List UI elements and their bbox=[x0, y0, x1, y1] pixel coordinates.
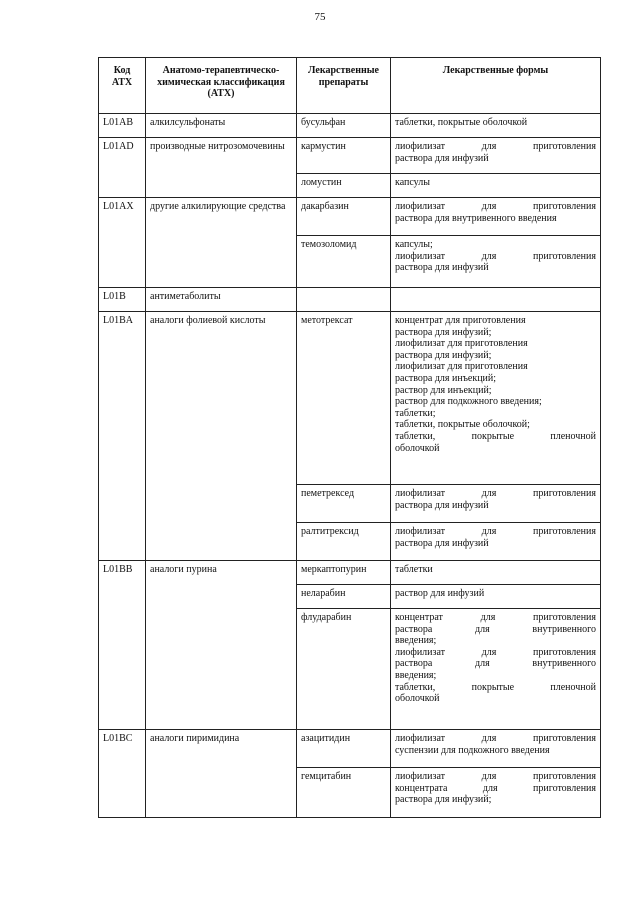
form-line: лиофилизат для приготовления bbox=[395, 488, 596, 499]
atx-classification: аналоги пиримидина bbox=[146, 730, 297, 818]
atx-code: L01AD bbox=[99, 138, 146, 198]
form-line: оболочкой bbox=[395, 442, 440, 454]
drug-name: ралтитрексид bbox=[297, 523, 391, 561]
atx-classification: аналоги фолиевой кислоты bbox=[146, 312, 297, 561]
atx-code: L01BB bbox=[99, 561, 146, 730]
drug-name: азацитидин bbox=[297, 730, 391, 768]
atx-classification: производные нитрозомочевины bbox=[146, 138, 297, 198]
form-line: раствора для внутривенного bbox=[395, 658, 596, 670]
form-line: раствор для инфузий bbox=[395, 588, 485, 599]
form-line: раствор для подкожного введения; bbox=[395, 396, 542, 408]
drug-name: темозоломид bbox=[297, 236, 391, 288]
form-line: капсулы bbox=[395, 177, 430, 188]
drug-name: пеметрексед bbox=[297, 485, 391, 523]
header-drugs: Лекарственные препараты bbox=[297, 58, 391, 114]
form-line: таблетки, покрытые пленочной bbox=[395, 681, 596, 693]
atx-classification: аналоги пурина bbox=[146, 561, 297, 730]
drug-name: бусульфан bbox=[297, 114, 391, 138]
form-line: раствора для инфузий bbox=[395, 152, 489, 164]
table-row bbox=[99, 114, 601, 138]
form-line: раствор для инъекций; bbox=[395, 384, 492, 396]
form-line: раствора для инфузий bbox=[395, 262, 489, 274]
atx-drug-table bbox=[98, 57, 601, 818]
drug-name: неларабин bbox=[297, 585, 391, 609]
drug-name: флударабин bbox=[297, 609, 391, 730]
form-line: таблетки, покрытые оболочкой; bbox=[395, 419, 530, 431]
header-code: Код АТХ bbox=[99, 58, 146, 114]
form-line: раствора для инъекций; bbox=[395, 372, 497, 384]
form-line: лиофилизат для приготовления bbox=[395, 771, 596, 782]
form-line: лиофилизат для приготовления bbox=[395, 526, 596, 537]
atx-code: L01B bbox=[99, 288, 146, 312]
drug-name: гемцитабин bbox=[297, 768, 391, 818]
form-line: раствора для внутривенного введения bbox=[395, 212, 557, 224]
drug-forms bbox=[391, 114, 601, 138]
drug-name: метотрексат bbox=[297, 312, 391, 485]
drug-forms bbox=[391, 198, 601, 236]
form-line: таблетки; bbox=[395, 407, 436, 419]
page-number: 75 bbox=[314, 11, 326, 23]
form-line: лиофилизат для приготовления bbox=[395, 141, 596, 152]
drug-forms bbox=[391, 561, 601, 585]
form-line: таблетки, покрытые оболочкой bbox=[395, 117, 528, 128]
form-line: таблетки, покрытые пленочной bbox=[395, 430, 596, 442]
drug-forms bbox=[391, 585, 601, 609]
form-line: раствора для инфузий bbox=[395, 499, 489, 511]
table-row bbox=[99, 288, 601, 312]
table-row bbox=[99, 138, 601, 174]
drug-name: меркаптопурин bbox=[297, 561, 391, 585]
drug-name: ломустин bbox=[297, 174, 391, 198]
drug-forms bbox=[391, 174, 601, 198]
drug-forms bbox=[391, 523, 601, 561]
drug-forms bbox=[391, 485, 601, 523]
atx-code: L01BA bbox=[99, 312, 146, 561]
form-line: лиофилизат для приготовления bbox=[395, 361, 528, 373]
drug-forms bbox=[391, 312, 601, 485]
form-line: раствора для инфузий; bbox=[395, 326, 492, 338]
form-line: введения; bbox=[395, 669, 437, 681]
form-line: концентрат для приготовления bbox=[395, 612, 596, 623]
atx-code: L01AB bbox=[99, 114, 146, 138]
form-line: концентрата для приготовления bbox=[395, 782, 596, 794]
form-line: суспензии для подкожного введения bbox=[395, 744, 550, 756]
drug-forms bbox=[391, 768, 601, 818]
drug-forms bbox=[391, 730, 601, 768]
drug-name-empty bbox=[297, 288, 391, 312]
atx-code: L01BC bbox=[99, 730, 146, 818]
drug-name: кармустин bbox=[297, 138, 391, 174]
form-line: лиофилизат для приготовления bbox=[395, 201, 596, 212]
table-row bbox=[99, 198, 601, 236]
header-forms: Лекарственные формы bbox=[391, 58, 601, 114]
form-line: раствора для внутривенного bbox=[395, 623, 596, 635]
form-line: введения; bbox=[395, 635, 437, 647]
table-row bbox=[99, 730, 601, 768]
drug-forms bbox=[391, 609, 601, 730]
form-line: раствора для инфузий; bbox=[395, 794, 492, 806]
drug-name: дакарбазин bbox=[297, 198, 391, 236]
form-line: лиофилизат для приготовления bbox=[395, 733, 596, 744]
form-line: раствора для инфузий; bbox=[395, 349, 492, 361]
form-line: таблетки bbox=[395, 564, 433, 575]
table-header-row bbox=[99, 58, 601, 114]
drug-forms-empty bbox=[391, 288, 601, 312]
form-line: оболочкой bbox=[395, 693, 440, 705]
form-line: лиофилизат для приготовления bbox=[395, 646, 596, 658]
atx-classification: алкилсульфонаты bbox=[146, 114, 297, 138]
table-row bbox=[99, 312, 601, 485]
atx-code: L01AX bbox=[99, 198, 146, 288]
atx-classification: антиметаболиты bbox=[146, 288, 297, 312]
table-row bbox=[99, 561, 601, 585]
atx-classification: другие алкилирующие средства bbox=[146, 198, 297, 288]
form-line: капсулы; bbox=[395, 239, 433, 250]
drug-forms bbox=[391, 138, 601, 174]
form-line: концентрат для приготовления bbox=[395, 315, 526, 326]
header-classification: Анатомо-терапевтическо-химическая классификация (АТХ) bbox=[146, 58, 297, 114]
form-line: раствора для инфузий bbox=[395, 537, 489, 549]
form-line: лиофилизат для приготовления bbox=[395, 250, 596, 262]
drug-forms bbox=[391, 236, 601, 288]
form-line: лиофилизат для приготовления bbox=[395, 338, 528, 350]
